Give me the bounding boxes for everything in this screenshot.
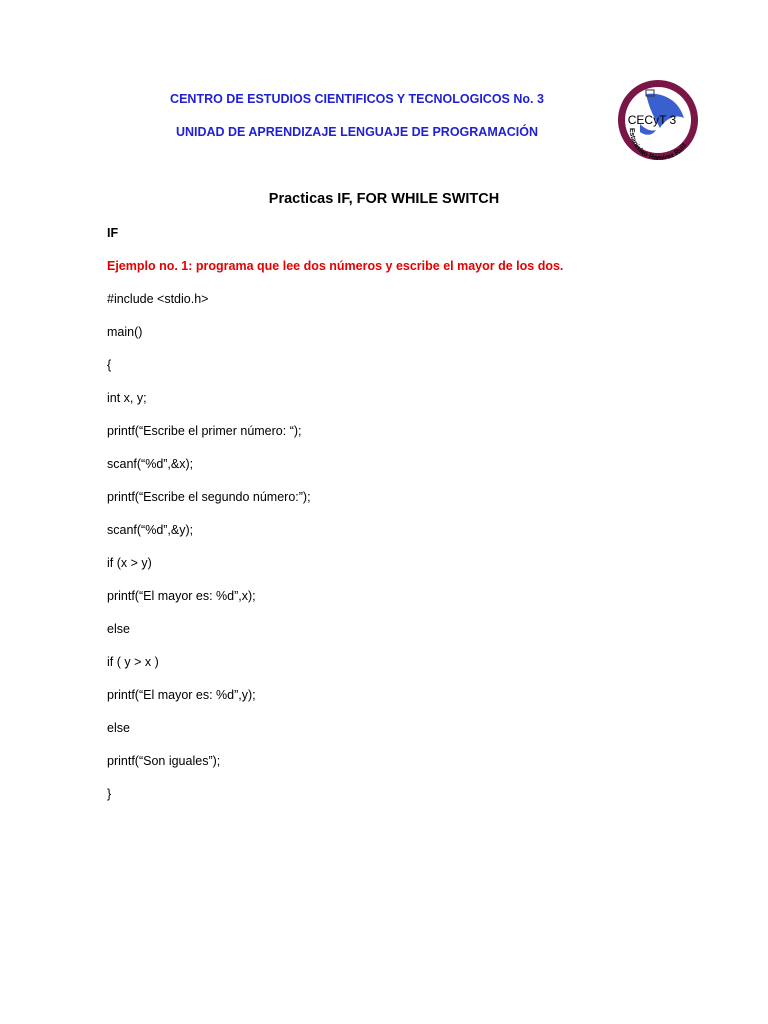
code-line: { — [107, 358, 112, 372]
code-line: main() — [107, 325, 143, 339]
code-line: } — [107, 787, 112, 801]
school-name: CENTRO DE ESTUDIOS CIENTIFICOS Y TECNOLOGICOS No. 3 — [170, 92, 544, 106]
code-line: if ( y > x ) — [107, 655, 159, 669]
code-line: printf(“Escribe el primer número: “); — [107, 424, 302, 438]
code-line: if (x > y) — [107, 556, 152, 570]
code-line: printf(“El mayor es: %d”,x); — [107, 589, 256, 603]
code-listing — [107, 292, 311, 820]
unit-name: UNIDAD DE APRENDIZAJE LENGUAJE DE PROGRAMACIÓN — [175, 125, 539, 139]
code-line: #include <stdio.h> — [107, 292, 209, 306]
logo-top-text: CECyT 3 — [627, 113, 677, 127]
code-line: int x, y; — [107, 391, 147, 405]
code-line: else — [107, 721, 130, 735]
cecyt-logo-graphic — [616, 78, 700, 162]
section-heading-if: IF — [107, 226, 119, 240]
code-line: scanf(“%d”,&y); — [107, 523, 194, 537]
code-line: printf(“Son iguales”); — [107, 754, 221, 768]
code-line: printf(“Escribe el segundo número:”); — [107, 490, 311, 504]
code-line: scanf(“%d”,&x); — [107, 457, 194, 471]
cecyt-logo — [616, 78, 700, 162]
example-heading: Ejemplo no. 1: programa que lee dos números y escribe el mayor de los dos. — [107, 259, 564, 273]
page-title: Practicas IF, FOR WHILE SWITCH — [268, 191, 500, 207]
code-line: printf(“El mayor es: %d”,y); — [107, 688, 256, 702]
logo-bottom-text: Estanislao Ramírez Ruiz — [627, 127, 689, 162]
code-line: else — [107, 622, 130, 636]
